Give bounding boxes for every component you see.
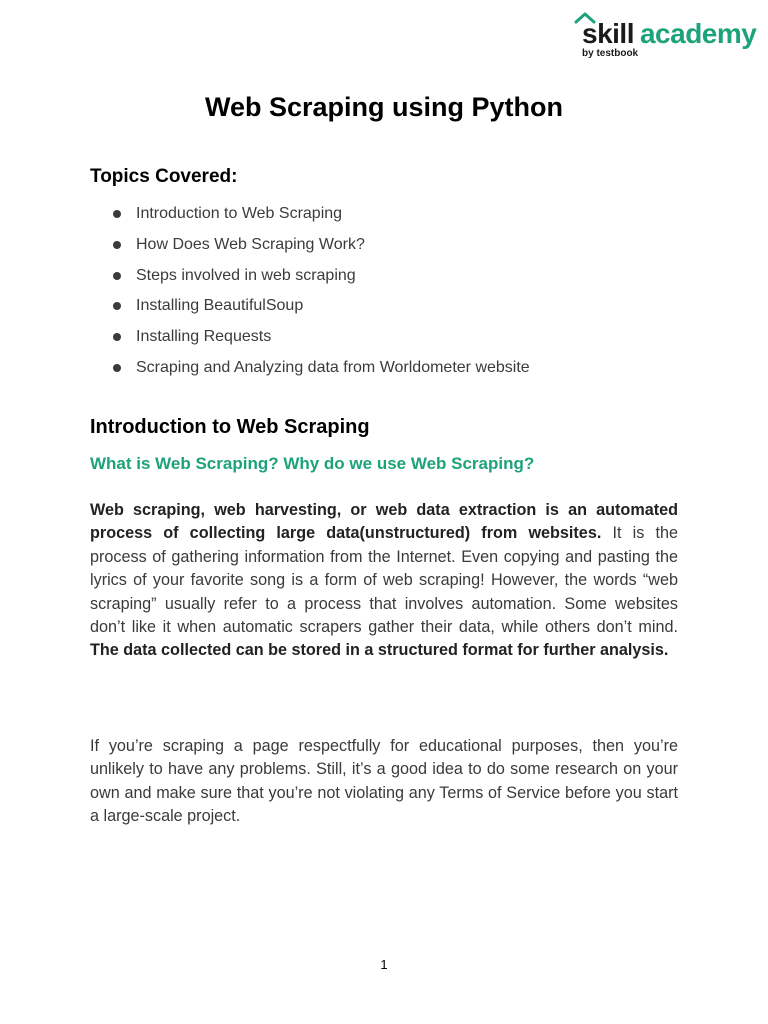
topic-label: Installing BeautifulSoup [136,297,304,315]
topic-label: Installing Requests [136,328,272,346]
topic-label: Scraping and Analyzing data from Worldometer website [136,358,530,376]
bullet-icon [113,272,121,280]
list-item [110,262,530,293]
document-title: Web Scraping using Python [204,92,564,122]
bullet-icon [113,210,121,218]
brand-logo [572,10,762,58]
list-item [110,200,530,231]
bullet-icon [113,241,121,249]
paragraph-intro-body: It is the process of gathering information from the Internet. Even copying and pasting the lyrics of your favorite song is a form of web scraping! However, the words “web scraping” usually refer to a process that involves automation. Some websites don’t like it when automatic scrapers gather their data, while others don’t mind. [90,524,678,637]
section-subheading: What is Web Scraping? Why do we use Web Scraping? [90,454,535,473]
topics-heading: Topics Covered: [90,166,238,187]
paragraph-intro-bold-end: The data collected can be stored in a structured format for further analysis. [90,641,669,660]
page-number: 1 [380,957,388,972]
brand-name-part1: skill [582,18,634,49]
list-item [110,323,530,354]
paragraph-ethics: If you’re scraping a page respectfully for educational purposes, then you’re unlikely to have any problems. Still, it’s a good idea to do some research on your own and make sure that you’re not violating any Terms of Service before you start a large-scale project. [90,737,678,826]
topics-list [110,200,530,385]
brand-name-part2: academy [639,18,757,49]
bullet-icon [113,364,121,372]
section-heading: Introduction to Web Scraping [90,416,370,438]
list-item [110,231,530,262]
topic-label: How Does Web Scraping Work? [136,235,365,253]
brand-tagline: by testbook [582,48,639,59]
bullet-icon [113,302,121,310]
list-item [110,292,530,323]
topic-label: Introduction to Web Scraping [136,205,343,222]
list-item [110,354,530,385]
brand-name [582,18,756,50]
paragraph-intro [90,499,678,663]
topic-label: Steps involved in web scraping [136,266,356,284]
bullet-icon [113,333,121,341]
paragraph-intro-bold-lead: Web scraping, web harvesting, or web data extraction is an automated process of collecting large data(unstructured) from websites. [90,501,678,543]
